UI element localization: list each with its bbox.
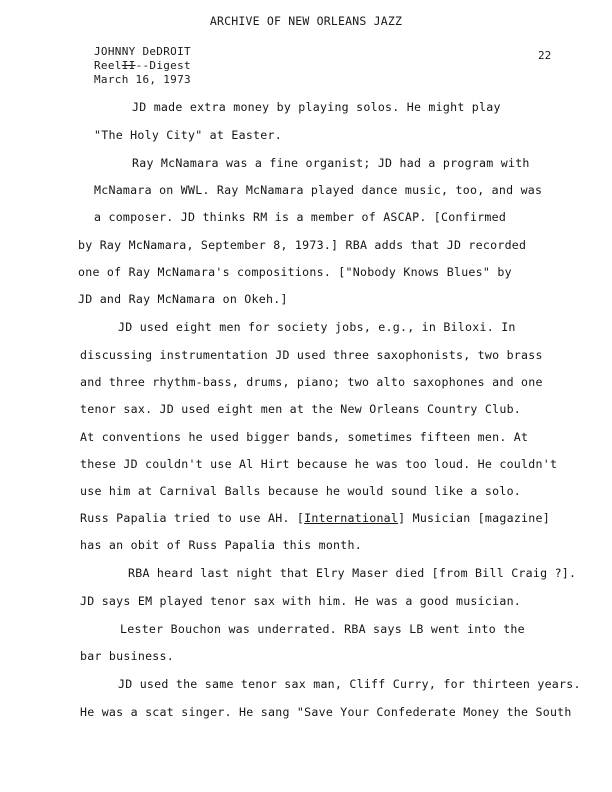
body-line: McNamara on WWL. Ray McNamara played dance music, too, and was: [94, 183, 543, 197]
body-line: tenor sax. JD used eight men at the New Orleans Country Club.: [80, 402, 522, 416]
body-text: ] Musician [magazine]: [398, 511, 550, 525]
body-line: one of Ray McNamara's compositions. ["Nobody Knows Blues" by: [78, 265, 512, 279]
body-line: JD made extra money by playing solos. He might play: [132, 100, 501, 114]
body-line: At conventions he used bigger bands, sometimes fifteen men. At: [80, 430, 529, 444]
reel-suffix: --Digest: [135, 59, 191, 72]
interview-date: March 16, 1973: [94, 73, 191, 86]
body-line: has an obit of Russ Papalia this month.: [80, 538, 362, 552]
reel-prefix: Reel: [94, 59, 122, 72]
body-line: use him at Carnival Balls because he would sound like a solo.: [80, 484, 522, 498]
body-line: bar business.: [80, 649, 174, 663]
body-line: JD says EM played tenor sax with him. He was a good musician.: [80, 594, 522, 608]
body-line: JD used the same tenor sax man, Cliff Curry, for thirteen years.: [118, 677, 581, 691]
body-line: Lester Bouchon was underrated. RBA says LB went into the: [120, 622, 525, 636]
body-line: these JD couldn't use Al Hirt because he was too loud. He couldn't: [80, 457, 558, 471]
body-line: JD used eight men for society jobs, e.g., in Biloxi. In: [118, 320, 516, 334]
body-line: discussing instrumentation JD used three saxophonists, two brass: [80, 348, 543, 362]
body-line: "The Holy City" at Easter.: [94, 128, 282, 142]
body-line: RBA heard last night that Elry Maser died [from Bill Craig ?].: [128, 566, 577, 580]
underlined-text: International: [304, 511, 399, 525]
reel-label: [94, 59, 191, 72]
body-line: by Ray McNamara, September 8, 1973.] RBA adds that JD recorded: [78, 238, 527, 252]
body-line: He was a scat singer. He sang "Save Your Confederate Money the South: [80, 705, 572, 719]
reel-number: II: [121, 59, 136, 72]
body-line: and three rhythm-bass, drums, piano; two alto saxophones and one: [80, 375, 543, 389]
interviewee-name: JOHNNY DeDROIT: [94, 45, 191, 58]
body-line: [80, 511, 550, 525]
page-number: 22: [538, 49, 552, 62]
body-line: a composer. JD thinks RM is a member of ASCAP. [Confirmed: [94, 210, 507, 224]
body-text: Russ Papalia tried to use AH. [: [80, 511, 305, 525]
archive-title: ARCHIVE OF NEW ORLEANS JAZZ: [209, 14, 403, 28]
body-line: Ray McNamara was a fine organist; JD had a program with: [132, 156, 530, 170]
body-line: JD and Ray McNamara on Okeh.]: [78, 292, 288, 306]
